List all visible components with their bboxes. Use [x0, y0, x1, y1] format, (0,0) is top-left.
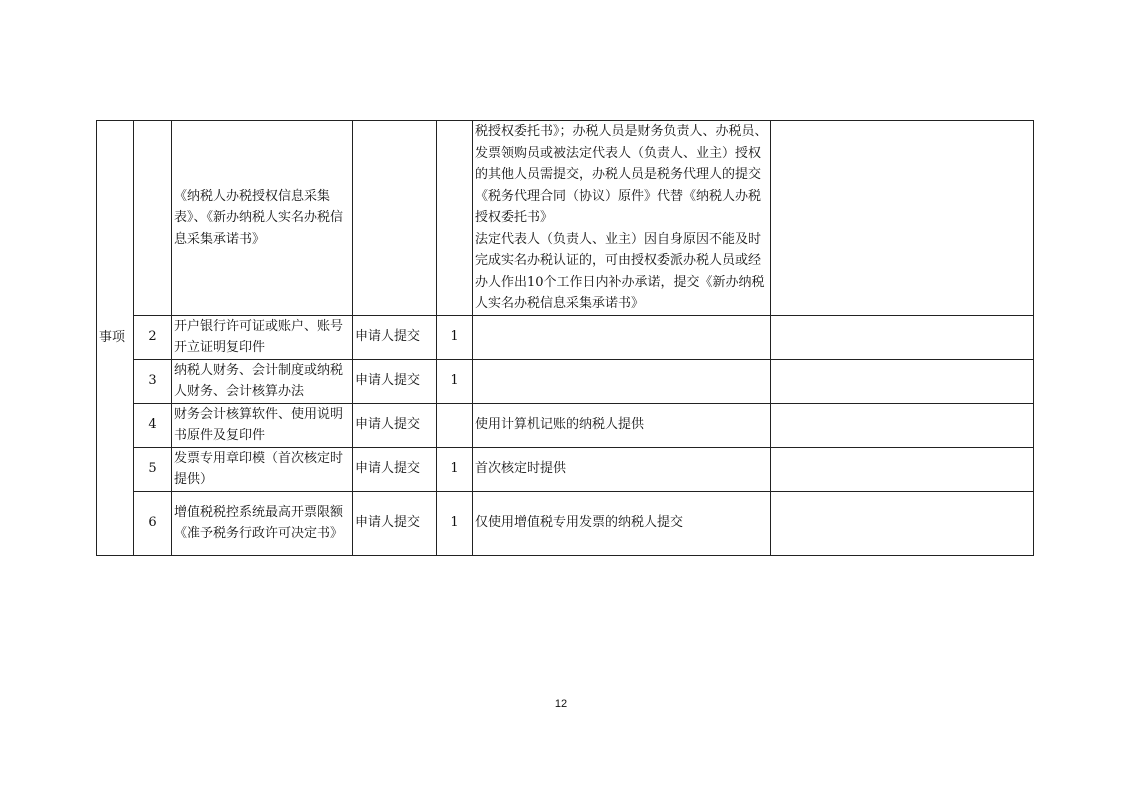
material-remarks	[771, 491, 1034, 555]
material-source	[353, 121, 437, 316]
table-row	[97, 447, 1034, 491]
category-cell: 事项	[97, 121, 134, 556]
material-name: 增值税税控系统最高开票限额《准予税务行政许可决定书》	[172, 491, 353, 555]
row-number: 2	[134, 315, 172, 359]
material-requirement: 税授权委托书》；办税人员是财务负责人、办税员、发票领购员或被法定代表人（负责人、业主）授权的其他人员需提交，办税人员是税务代理人的提交《税务代理合同（协议）原件》代替《纳税人办税授权委托书》 法定代表人（负责人、业主）因自身原因不能及时完成实名办税认证的，可由授权委派办税人员或经办人作出10个工作日内补办承诺，提交《新办纳税人实名办税信息采集承诺书》	[473, 121, 771, 316]
material-count: 1	[437, 491, 473, 555]
material-name: 发票专用章印模（首次核定时提供）	[172, 447, 353, 491]
material-count	[437, 403, 473, 447]
material-name: 纳税人财务、会计制度或纳税人财务、会计核算办法	[172, 359, 353, 403]
table-row	[97, 315, 1034, 359]
material-requirement: 仅使用增值税专用发票的纳税人提交	[473, 491, 771, 555]
material-source: 申请人提交	[353, 491, 437, 555]
table-row	[97, 491, 1034, 555]
material-count: 1	[437, 447, 473, 491]
material-source: 申请人提交	[353, 359, 437, 403]
material-remarks	[771, 403, 1034, 447]
material-remarks	[771, 121, 1034, 316]
row-number: 5	[134, 447, 172, 491]
material-requirement: 使用计算机记账的纳税人提供	[473, 403, 771, 447]
materials-table	[96, 120, 1034, 556]
table-row	[97, 403, 1034, 447]
material-source: 申请人提交	[353, 315, 437, 359]
row-number: 4	[134, 403, 172, 447]
table-row	[97, 121, 1034, 316]
material-remarks	[771, 315, 1034, 359]
material-name: 财务会计核算软件、使用说明书原件及复印件	[172, 403, 353, 447]
material-name: 《纳税人办税授权信息采集表》、《新办纳税人实名办税信息采集承诺书》	[172, 121, 353, 316]
material-remarks	[771, 447, 1034, 491]
material-requirement: 首次核定时提供	[473, 447, 771, 491]
page-number: 12	[554, 698, 568, 710]
material-requirement	[473, 359, 771, 403]
material-remarks	[771, 359, 1034, 403]
material-count	[437, 121, 473, 316]
table-row	[97, 359, 1034, 403]
row-number	[134, 121, 172, 316]
row-number: 3	[134, 359, 172, 403]
material-count: 1	[437, 315, 473, 359]
material-name: 开户银行许可证或账户、账号开立证明复印件	[172, 315, 353, 359]
material-requirement	[473, 315, 771, 359]
material-source: 申请人提交	[353, 447, 437, 491]
material-count: 1	[437, 359, 473, 403]
row-number: 6	[134, 491, 172, 555]
material-source: 申请人提交	[353, 403, 437, 447]
